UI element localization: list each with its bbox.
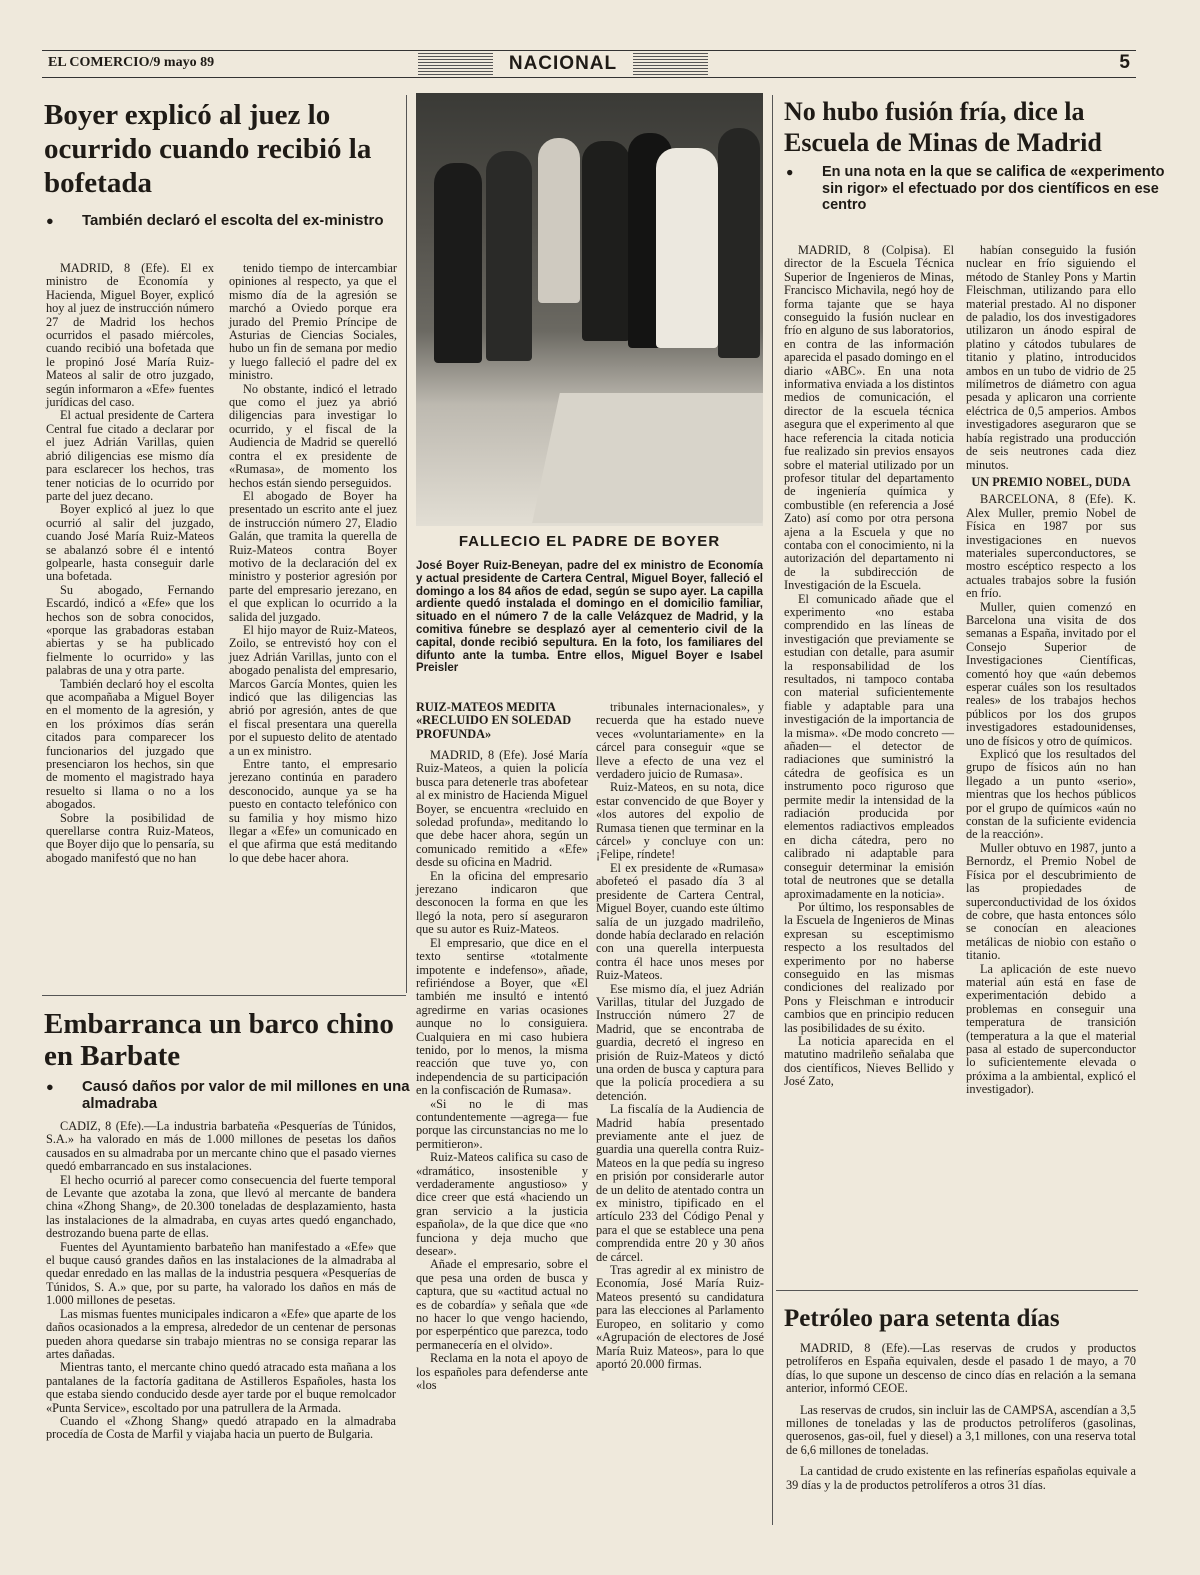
- photo-figure: [582, 141, 630, 341]
- tombstone: [532, 393, 763, 523]
- paragraph: Entre tanto, el empresario jerezano continúa en paradero desconocido, aunque ya se ha puesto en contacto telefónico con su familia y hoy mismo hizo llegar a «Efe» un comunicado en el que afirma que está meditando lo que debe hacer ahora.: [229, 757, 397, 865]
- paragraph: El hijo mayor de Ruiz-Mateos, Zoilo, se entrevistó hoy con el juez Adrián Varillas, junto con el abogado penalista del empresario, Marcos García Montes, quien les indicó que las diligencias las abrió por agresión, antes de que el fiscal presentara una querella por el supuesto delito de atentado a un ex ministro.: [229, 622, 397, 758]
- paragraph: Las reservas de crudos, sin incluir las de CAMPSA, ascendían a 3,5 millones de toneladas y las de productos petrolíferos (gasolinas, querosenos, gas-oil, fuel y diesel) a 3,1 millones, con una reserva total de 6,6 millones de toneladas.: [786, 1402, 1136, 1457]
- paragraph: Muller, quien comenzó en Barcelona una visita de dos semanas a España, invitado por el Consejo Superior de Investigaciones Científicas, comentó hoy que «aún debemos esperar cuáles son los resultados reales» de los trabajos hechos públicos por los dos grupos investigadores estadounidenses, uno de físicos y otro de químicos.: [966, 599, 1136, 748]
- boyer-headline: Boyer explicó al juez lo ocurrido cuando recibió la bofetada: [44, 99, 372, 199]
- petroleo-headline: Petróleo para setenta días: [784, 1305, 1060, 1332]
- paragraph: Ruiz-Mateos, en su nota, dice estar convencido de que Boyer y «los autores del expolio de Rumasa tienen que terminar en la cárcel» y concluye con un: ¡Felipe, ríndete!: [596, 780, 764, 862]
- paragraph: Ese mismo día, el juez Adrián Varillas, titular del Juzgado de Instrucción número 27 de Madrid, que se encontraba de guardia, decretó el ingreso en prisión de Ruiz-Mateos y dictó una orden de busca y captura para que la policía procediera a su detención.: [596, 981, 764, 1103]
- paragraph: MADRID, 8 (Efe).—Las reservas de crudos y productos petrolíferos en España equivalen, desde el pasado 1 de mayo, a 70 días, lo que supone un descenso de cinco días en relación a la semana anterior, informó CEOE.: [786, 1341, 1136, 1396]
- paragraph: CADIZ, 8 (Efe).—La industria barbateña «Pesquerías de Túnidos, S.A.» ha valorado en más de 1.000 millones de pesetas los daños causados en su almadraba por un mercante chino que el pasado viernes quedó embarrancado en sus instalaciones.: [46, 1119, 396, 1174]
- petroleo-body: [786, 1342, 1136, 1492]
- fusion-subhead: UN PREMIO NOBEL, DUDA: [971, 474, 1131, 489]
- paragraph: Ruiz-Mateos califica su caso de «dramático, insostenible y verdaderamente angustioso» y dice creer que está «haciendo un gran servicio a la justicia española», de la que dice que «no funciona y deja mucho que desear».: [416, 1150, 588, 1259]
- barco-body: [46, 1120, 396, 1442]
- boyer-deck: ● También declaró el escolta del ex-ministro: [46, 212, 432, 229]
- photo-caption: José Boyer Ruiz-Beneyan, padre del ex ministro de Economía y actual presidente de Cartera Central, Miguel Boyer, falleció el domingo a los 84 años de edad, según se supo ayer. La capilla ardiente quedó instalada el domingo en el domicilio familiar, situado en el número 7 de la calle Velázquez de Madrid, y la comitiva fúnebre se desplazó ayer al cementerio civil de la capital, donde recibió sepultura. En la foto, los familiares del difunto ante la tumba. Entre ellos, Miguel Boyer e Isabel Preisler: [416, 560, 763, 675]
- barco-deck: ● Causó daños por valor de mil millones en una almadraba: [46, 1078, 432, 1112]
- section-banner: [418, 53, 708, 75]
- paragraph: Por último, los responsables de la Escuela de Ingenieros de Minas expresan su esceptimismo respecto a los resultados del experimento por no haberse conseguido en las mismas condiciones del realizado por Pons y Fleischman e introducir cambios que en principio reducen las posibilidades de su éxito.: [784, 899, 954, 1035]
- section-rule: [42, 995, 406, 996]
- paragraph: Explicó que los resultados del grupo de físicos aún no han llegado a un punto «serio», mientras que los hechos públicos por el grupo de químicos «aún no constan de la suficiente evidencia de la reacción».: [966, 747, 1136, 842]
- photo-figure: [656, 148, 718, 348]
- paragraph: La cantidad de crudo existente en las refinerías españolas equivale a 39 días y la de productos petrolíferos a otros 31 días.: [786, 1464, 1136, 1492]
- paragraph: El comunicado añade que el experimento «no estaba comprendido en las líneas de investigación que previamente se estudian con detalle, para asumir la responsabilidad de los resultados, ni tampoco contaba con material suficientemente fiable y adaptable para una investigación de la importancia de la misma». «De modo concreto —añaden— el detector de radiaciones que suministró la cátedra de geofísica es un instrumento poco riguroso que permite medir la intensidad de la radiación producida por elementos radiactivos empleados en dicha cátedra, pero no calibrado ni adaptable para conseguir determinar la emisión total de neutrones que se detalla aproximadamente en la noticia».: [784, 591, 954, 901]
- paragraph: Las mismas fuentes municipales indicaron a «Efe» que aparte de los daños ocasionados a la empresa, alrededor de un centenar de personas pueden ahora quedarse sin trabajo mientras no se consiga reparar las artes dañadas.: [46, 1306, 397, 1361]
- photo-figure: [538, 138, 580, 303]
- boyer-column-2: [229, 262, 397, 865]
- paragraph: El abogado de Boyer ha presentado un escrito ante el juez de instrucción número 27, Eladio Galán, que tramita la querella de Ruiz-Mateos contra Boyer motivo de la declaración del ex ministro y posterior agresión por parte del empresario jerezano, en el que explican lo ocurrido a la salida del juzgado.: [229, 488, 397, 624]
- section-title: NACIONAL: [493, 53, 633, 75]
- paragraph: Reclama en la nota el apoyo de los españoles para defenderse ante «los: [416, 1351, 588, 1393]
- paragraph: La noticia aparecida en el matutino madrileño señalaba que dos científicos, Nieves Bellido y José Zato,: [784, 1033, 954, 1089]
- funeral-photo: [416, 93, 763, 526]
- paragraph: MADRID, 8 (Efe). El ex ministro de Economía y Hacienda, Miguel Boyer, explicó hoy al juez de instrucción número 27 de Madrid los hechos ocurridos el pasado miércoles, cuando recibió una bofetada que le propinó José María Ruiz-Mateos al salir de otro juzgado, según informaron a «Efe» fuentes jurídicas del caso.: [46, 261, 214, 410]
- paragraph: El empresario, que dice en el texto sentirse «totalmente impotente e indefenso», añade, refiriéndose a Boyer, que «El también me insultó e intentó agredirme en varias ocasiones aunque no lo consiguiera. Cualquiera en mi caso hubiera tenido, por lo menos, la misma reacción que tuve yo, con independencia de su participación en la confiscación de Rumasa».: [416, 935, 588, 1098]
- paragraph: MADRID, 8 (Efe). José María Ruiz-Mateos, a quien la policía busca para detenerle tras abofetear al ex ministro de Hacienda Miguel Boyer, se encuentra «recluido en soledad profunda», meditando lo que debe hacer ahora, según un comunicado remitido a «Efe» desde su oficina en Madrid.: [416, 748, 588, 870]
- boyer-column-1: [46, 262, 214, 865]
- paragraph: Muller obtuvo en 1987, junto a Bernordz, el Premio Nobel de Física por el descubrimiento de las propiedades de superconductividad de los óxidos de cobre, que hasta entonces sólo se conocían en aleaciones metálicas de niobio con estaño o titanio.: [966, 840, 1136, 963]
- paragraph: El actual presidente de Cartera Central fue citado a declarar por el juez Adrián Varillas, quien abrió diligencias ese mismo día para esclarecer los hechos, tras tener noticias de lo ocurrido por parte del juez decano.: [46, 408, 214, 503]
- photo-title: FALLECIO EL PADRE DE BOYER: [458, 533, 721, 550]
- photo-figure: [718, 128, 760, 358]
- barco-headline: Embarranca un barco chino en Barbate: [44, 1008, 394, 1072]
- fusion-deck: ● En una nota en la que se califica de «experimento sin rigor» el efectuado por dos científicos en ese centro: [786, 164, 1174, 214]
- photo-figure: [434, 163, 482, 363]
- photo-figure: [486, 151, 532, 361]
- paragraph: El ex presidente de «Rumasa» abofeteó el pasado día 3 al presidente de Cartera Central, Miguel Boyer, cuando este último salía de un juzgado madrileño, donde había declarado en relación con una querella interpuesta contra él hace unos meses por Ruiz-Mateos.: [596, 860, 764, 983]
- paragraph: El hecho ocurrió al parecer como consecuencia del fuerte temporal de Levante que azotaba la zona, que llevó al mercante de bandera china «Zhong Shang», de 20.300 toneladas de desplazamiento, hasta las instalaciones de la almadraba, en cuyas artes quedó enganchado, destrozando buena parte de ellas.: [46, 1172, 396, 1241]
- page-header: [42, 50, 1136, 78]
- paragraph: tenido tiempo de intercambiar opiniones al respecto, ya que el mismo día de la agresión se marchó a Oviedo porque era jurado del Premio Príncipe de Asturias de Ciencias Sociales, hubo un fin de semana por medio y luego falleció el padre del ex ministro.: [229, 261, 397, 383]
- paragraph: Sobre la posibilidad de querellarse contra Ruiz-Mateos, que Boyer dijo que lo pensaría, su abogado manifestó que no han: [46, 810, 214, 865]
- fusion-column-1: [784, 244, 954, 1089]
- newspaper-date: EL COMERCIO/9 mayo 89: [48, 55, 215, 70]
- paragraph: En la oficina del empresario jerezano indicaron que desconocen la forma en que les llegó la nota, pero sí aseguraron que su autor es Ruiz-Mateos.: [416, 868, 588, 937]
- ruiz-headline: RUIZ-MATEOS MEDITA «RECLUIDO EN SOLEDAD PROFUNDA»: [416, 700, 572, 741]
- paragraph: Boyer explicó al juez lo que ocurrió al salir del juzgado, cuando José María Ruiz-Mateos se abalanzó sobre él e intentó golpearle, hasta conseguir darle una bofetada.: [46, 502, 214, 584]
- section-rule: [776, 1290, 1138, 1291]
- paragraph: Añade el empresario, sobre el que pesa una orden de busca y captura, que su «actitud actual no es de cobardía» y señala que «de no hacer lo que vengo haciendo, por esperpéntico que parezca, todo permanecería en el olvido».: [416, 1257, 588, 1352]
- paragraph: La aplicación de este nuevo material aún está en fase de experimentación debido a problemas en conseguir una temperatura de transición (temperatura a la que el material pasa al estado de superconductor lo suficientemente elevada o próxima a la ambiental, explicó el investigador).: [966, 961, 1136, 1097]
- paragraph: habían conseguido la fusión nuclear en frío siguiendo el método de Stanley Pons y Martin Fleischman, utilizando para ello material prestado. Al no disponer de paladio, los dos investigadores utilizaron un ánodo espiral de platino y cátodos tubulares de titanio y platino, introducidos ambos en un tubo de vidrio de 25 milímetros de diámetro con agua pesada y aplicaron una corriente eléctrica de 0,5 amperios. Ambos investigadores aseguraron que se había registrado una producción de seis neutrones cada diez minutos.: [966, 243, 1136, 472]
- paragraph: Fuentes del Ayuntamiento barbateño han manifestado a «Efe» que el buque causó grandes daños en las instalaciones de la almadraba al quedar enredado en las mallas de la industria pesquera «Pesquerías de Túnidos, S. A.» que, por su parte, ha valorado los daños en más de 1.000 millones de pesetas.: [46, 1239, 396, 1308]
- fusion-headline: No hubo fusión fría, dice la Escuela de Minas de Madrid: [784, 97, 1102, 157]
- paragraph: «Si no le di mas contundentemente —agrega— fue porque las circunstancias no me lo permitieron».: [416, 1096, 588, 1151]
- paragraph: No obstante, indicó el letrado que como el juez ya abrió diligencias para investigar lo ocurrido, y el fiscal de la Audiencia de Madrid se querelló contra el ex presidente de «Rumasa», de momento los hechos están siendo perseguidos.: [229, 381, 397, 490]
- fusion-column-2: [966, 244, 1136, 1097]
- ruiz-column-1: [416, 749, 588, 1393]
- column-rule: [406, 95, 407, 993]
- ruiz-column-2: [596, 701, 764, 1371]
- paragraph: La fiscalía de la Audiencia de Madrid había presentado previamente ante el juez de guardia una querella contra Ruiz-Mateos en la que pedía su ingreso en prisión por considerarle autor de un delito de atentado contra un ex ministro, tipificado en el artículo 233 del Código Penal y para el que se establece una pena comprendida entre 20 y 30 años de cárcel.: [596, 1102, 764, 1264]
- paragraph: Tras agredir al ex ministro de Economía, José María Ruiz-Mateos presentó su candidatura para las elecciones al Parlamento Europeo, en solitario y como «Agrupación de electores de José María Ruiz Mateos», para lo que aportó 20.000 firmas.: [596, 1263, 764, 1371]
- page-number: 5: [1119, 52, 1130, 73]
- paragraph: Mientras tanto, el mercante chino quedó atracado esta mañana a los pantalanes de la factoría gaditana de Astilleros Españoles, hasta los que estaba siendo conducido desde ayer tarde por el buque remolcador «Punta Service», escoltado por una patrullera de la Armada.: [46, 1360, 396, 1415]
- paragraph: Cuando el «Zhong Shang» quedó atrapado en la almadraba procedía de Costa de Marfil y viajaba hacia un puerto de Bulgaria.: [46, 1413, 396, 1442]
- column-rule: [772, 95, 773, 1525]
- paragraph: Su abogado, Fernando Escardó, indicó a «Efe» que los hechos son de sobra conocidos, «porque las grabadoras estaban abiertas y se ha publicado fielmente lo ocurrido» y las palabras de una y otra parte.: [46, 582, 214, 678]
- paragraph: También declaró hoy el escolta que acompañaba a Miguel Boyer en el momento de la agresión, y en los próximos días serán citados para comparecer los funcionarios del juzgado que presenciaron los hechos, sin que de momento el magistrado haya resuelto si llama o no a los abogados.: [46, 676, 214, 812]
- paragraph: MADRID, 8 (Colpisa). El director de la Escuela Técnica Superior de Ingenieros de Minas, Francisco Michavila, negó hoy de forma tajante que se haya conseguido la fusión nuclear en frío en alguno de sus laboratorios, en contra de las información aparecida el pasado domingo en el diario «ABC». En una nota informativa enviada a los distintos medios de comunicación, el director de la escuela técnica asegura que el experimento al que hace referencia la citada noticia fue realizado sin previos ensayos sobre el material utilizado por un profesor titular del departamento de ingeniería química y combustible (en referencia a José Zato) así como por otra persona ajena a la Escuela y que no contaba con el conocimiento, ni la autorización del departamento ni de la subdirección de Investigación de la Escuela.: [784, 243, 954, 593]
- paragraph: BARCELONA, 8 (Efe). K. Alex Muller, premio Nobel de Física en 1987 por sus investigaciones en nuevos materiales superconductores, se mostro escéptico respecto a los actuales trabajos sobre la fusión en frío.: [966, 492, 1136, 601]
- paragraph: tribunales internacionales», y recuerda que ha estado nueve veces «voluntariamente» en la cárcel para conseguir «que se lleve a efecto de una vez el verdadero juicio de Rumasa».: [596, 700, 764, 782]
